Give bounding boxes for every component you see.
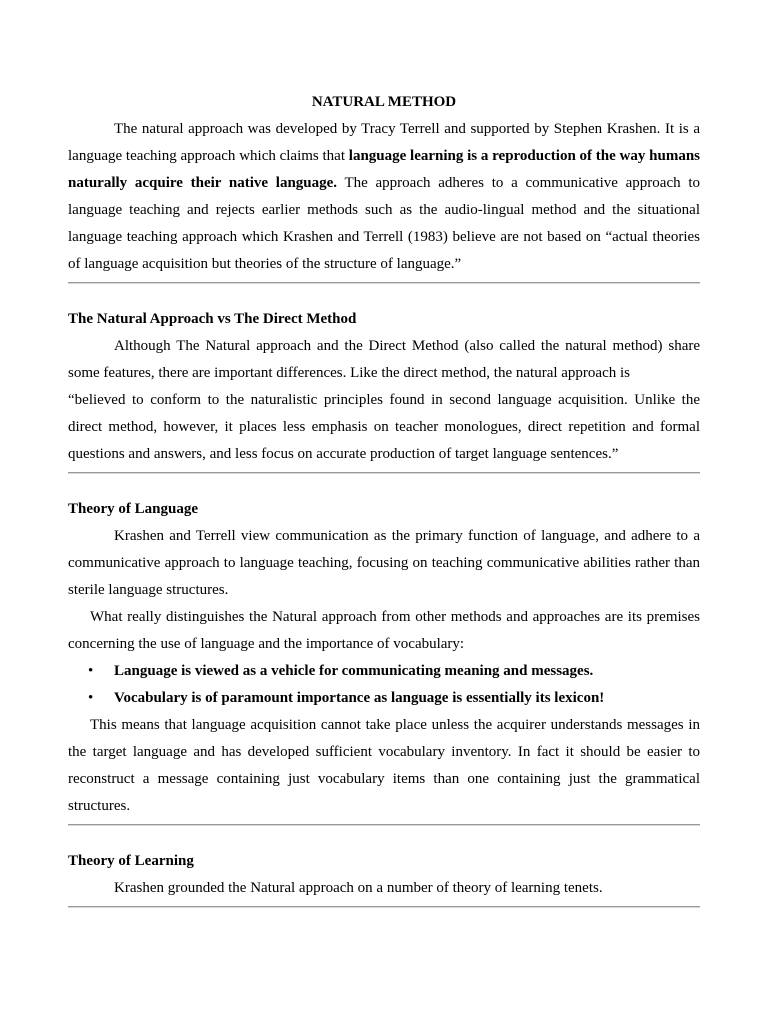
intro-bold-text: language learning is a reproduction of the way humans naturally acquire their native language.: [68, 148, 700, 191]
list-item: [68, 685, 700, 712]
premises-list: [68, 658, 700, 712]
section-heading-theory-learning: Theory of Learning: [68, 853, 194, 869]
theory-language-paragraph-2: What really distinguishes the Natural approach from other methods and approaches are its premises concerning the use of language and the importance of vocabulary:: [68, 609, 700, 652]
list-item-text: Language is viewed as a vehicle for communicating meaning and messages.: [114, 663, 594, 679]
intro-paragraph: [68, 116, 700, 278]
direct-method-quote: “believed to conform to the naturalistic principles found in second language acquisition. Unlike the direct method, however, it places less emphasis on teacher monologues, direct repetition and formal questions and answers, and less focus on accurate production of target language sentences.”: [68, 392, 700, 462]
list-item: [68, 658, 700, 685]
list-item-text: Vocabulary is of paramount importance as language is essentially its lexicon!: [114, 690, 605, 706]
document-title: NATURAL METHOD: [311, 94, 457, 110]
section-heading-theory-language: Theory of Language: [68, 501, 199, 517]
intro-text-part1: The natural approach was developed by Tracy Terrell and supported by Stephen Krashen. It is a language teaching approach which claims that: [68, 121, 700, 164]
section-heading-direct-method: The Natural Approach vs The Direct Method: [68, 311, 357, 327]
document-body: [68, 89, 700, 908]
theory-language-paragraph-1: Krashen and Terrell view communication as the primary function of language, and adhere to a communicative approach to language teaching, focusing on teaching communicative abilities rather than sterile language structures.: [68, 528, 700, 598]
section-divider: [68, 906, 700, 908]
theory-learning-paragraph: Krashen grounded the Natural approach on a number of theory of learning tenets.: [114, 880, 603, 896]
theory-language-paragraph-3: This means that language acquisition cannot take place unless the acquirer understands messages in the target language and has developed sufficient vocabulary inventory. In fact it should be easier to reconstruct a message containing just vocabulary items than one containing just the grammatical structures.: [68, 717, 700, 814]
bullet-icon: •: [88, 663, 94, 679]
direct-method-paragraph: Although The Natural approach and the Direct Method (also called the natural method) share some features, there are important differences. Like the direct method, the natural approach is: [68, 338, 700, 381]
bullet-icon: •: [88, 690, 94, 706]
intro-text-part2: The approach adheres to a communicative approach to language teaching and rejects earlier methods such as the audio-lingual method and the situational language teaching approach which Krashen and Terrell (1983) believe are not based on “actual theories of language acquisition but theories of the structure of language.”: [68, 175, 700, 272]
